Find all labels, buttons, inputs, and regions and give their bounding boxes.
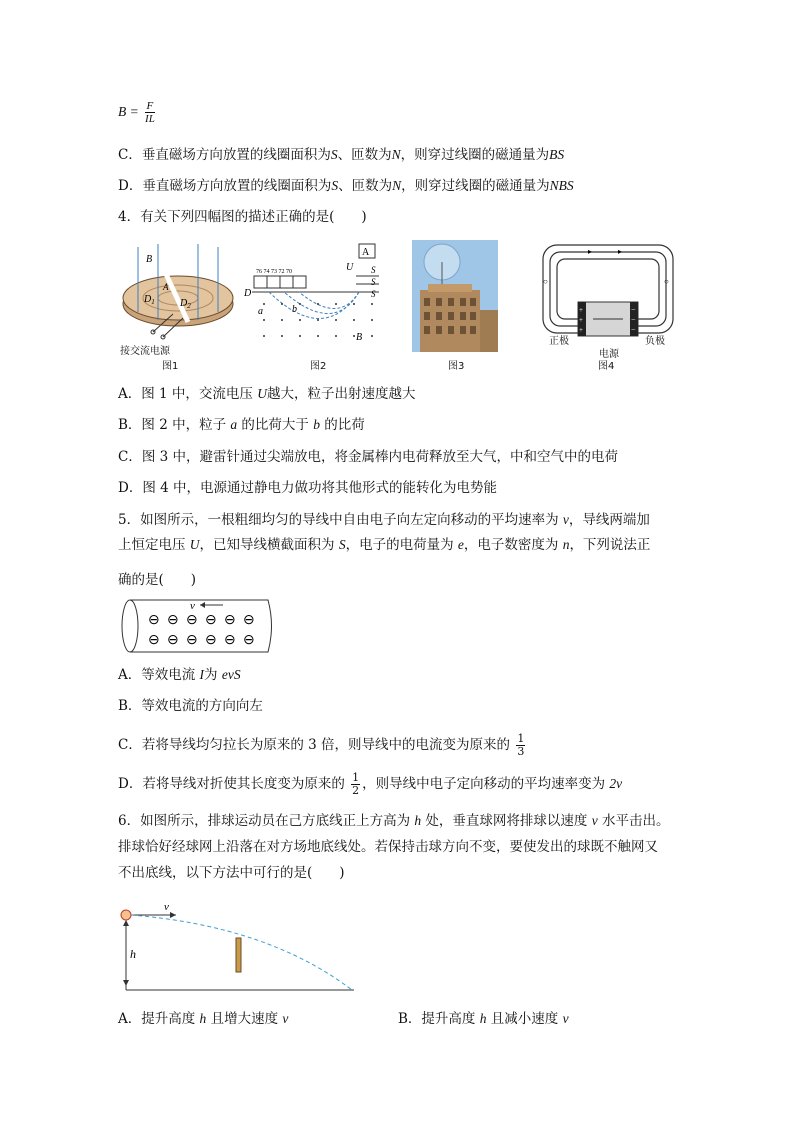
text: 上恒定电压 [118,537,190,553]
fig1-d2: $D_2$ [180,298,191,310]
formula-fraction [145,100,155,125]
fig1-d1: $D_1$ [144,294,155,306]
answer: NBS [549,178,574,193]
electron-icon: ⊖ [148,613,160,628]
svg-text:▸: ▸ [618,247,623,256]
q5-option-b: B．等效电流的方向向左 [118,698,263,714]
text: 且减小速度 [486,1011,563,1027]
electron-grid [148,613,255,648]
text: 越大，粒子出射速度越大 [266,386,416,402]
text: D．若将导线对折使其长度变为原来的 [118,776,345,792]
svg-text:−: − [631,325,636,334]
q6-stem-line1 [118,812,670,830]
text: 、匝数为 [338,178,393,194]
formula-b [118,100,157,125]
svg-text:+: + [579,306,583,314]
q6-option-a [118,1010,288,1028]
text: 6．如图所示，排球运动员在己方底线正上方高为 [118,813,415,829]
frac-den: 2 [352,784,360,797]
q4-stem: 4．有关下列四幅图的描述正确的是( ) [118,209,367,225]
formula-num: F [146,100,154,112]
fig4-src-label: 电源 [599,349,619,360]
electron-icon: ⊖ [167,633,179,648]
answer: 2v [609,776,623,791]
fig2-b-field: B [356,332,363,343]
text: ，下列说法正 [569,537,651,553]
q5-option-d [118,772,622,797]
text: ，则导线中电子定向移动的平均速率变为 [362,776,610,792]
q6-stem-line3: 不出底线，以下方法中可行的是( ) [118,865,345,881]
text: 水平击出。 [597,813,670,829]
electron-icon: ⊖ [224,633,236,648]
q4-option-a [118,385,415,403]
q4-option-b [118,416,365,434]
fig3-lightning-rod-photo [412,240,498,352]
fig2-label-a: a [258,306,263,317]
text: 的比荷大于 [237,417,314,433]
fig2-u: U [346,262,354,273]
svg-text:○: ○ [543,277,548,286]
text: 、匝数为 [337,147,392,163]
text: 的比荷 [319,417,365,433]
fig1-b: B [146,254,153,265]
text: C．垂直磁场方向放置的线圈面积为 [118,147,331,163]
var-h: h [199,1011,207,1026]
fraction-one-third [516,733,525,758]
text: B．提升高度 [398,1011,480,1027]
text: 且增大速度 [206,1011,283,1027]
electron-icon: ⊖ [205,613,217,628]
text: B．图 2 中，粒子 [118,417,231,433]
var-v: v [282,1011,289,1026]
text: ，则穿过线圈的磁通量为 [401,178,550,194]
fig2-s2: S [371,277,376,287]
var-i: I [199,667,205,682]
svg-text:+: + [579,326,583,334]
q6-fig-v: v [164,901,169,913]
fig2-d: D [244,288,252,299]
electron-icon: ⊖ [243,633,255,648]
q6-stem-line2: 排球恰好经球网上沿落在对方场地底线处。若保持击球方向不变，要使发出的球既不触网又 [118,839,658,855]
var-s: S [330,147,338,162]
frac-den: 3 [517,745,525,758]
var-h: h [414,813,422,828]
q6-volleyball-figure [118,898,358,996]
var-n: N [391,147,401,162]
fig1-power-label: 接交流电源 [120,346,170,357]
fig3-caption: 图3 [448,361,465,372]
fig2-s3: S [371,289,376,299]
text: C．若将导线均匀拉长为原来的 3 倍，则导线中的电流变为原来的 [118,737,511,753]
text: A．等效电流 [118,667,200,683]
var-u: U [257,386,267,401]
q5-stem-line3: 确的是( ) [118,572,197,588]
formula-den: IL [145,113,155,125]
var-b: b [313,417,320,432]
text: D．垂直磁场方向放置的线圈面积为 [118,178,332,194]
q4-option-c: C．图 3 中，避雷针通过尖端放电，将金属棒内电荷释放至大气，中和空气中的电荷 [118,449,618,465]
frac-num: 1 [517,732,525,745]
fig2-caption: 图2 [310,361,327,372]
electron-icon: ⊖ [224,613,236,628]
q6-option-b [398,1010,569,1028]
q3-option-c [118,146,564,164]
fig2-label-b: b [292,304,297,315]
fig4-battery-circuit [538,240,678,340]
svg-text:−: − [631,305,636,314]
var-n: n [562,537,570,552]
electron-icon: ⊖ [186,613,198,628]
fig4-neg-label: 负极 [645,336,665,347]
electron-icon: ⊖ [167,613,179,628]
var-h: h [479,1011,487,1026]
fig1-cyclotron [118,242,238,354]
fig2-ticks: 76 74 73 72 70 [256,269,292,275]
q5-option-c [118,733,527,758]
electron-icon: ⊖ [186,633,198,648]
electron-icon: ⊖ [205,633,217,648]
text: ，则穿过线圈的磁通量为 [400,147,550,163]
q5-wire-figure [118,596,278,656]
text: 5．如图所示，一根粗细均匀的导线中自由电子向左定向移动的平均速率为 [118,512,563,528]
var-s: S [338,537,346,552]
text: 为 [204,667,222,683]
q4-option-d: D．图 4 中，电源通过静电力做功将其他形式的能转化为电势能 [118,480,497,496]
fig4-pos-label: 正极 [549,336,569,347]
fig2-mass-spectrometer [244,240,394,352]
var-v: v [591,813,598,828]
fig1-caption: 图1 [162,361,179,372]
var-n: N [392,178,402,193]
formula-lhs: B = [118,104,139,119]
fraction-one-half [351,772,360,797]
q5-option-a [118,666,241,684]
fig2-s1: S [371,265,376,275]
frac-num: 1 [352,771,360,784]
q5-fig-v: v [190,600,195,612]
text: ，电子的电荷量为 [345,537,458,553]
answer: evS [221,667,241,682]
fig2-a: A [362,247,370,258]
text: A．图 1 中，交流电压 [118,386,258,402]
svg-text:▸: ▸ [588,247,593,256]
svg-text:○: ○ [664,277,669,286]
q3-option-d [118,177,574,195]
var-e: e [457,537,464,552]
svg-text:+: + [579,316,583,324]
q5-stem-line2 [118,536,650,554]
text: ，已知导线横截面积为 [199,537,339,553]
text: ，电子数密度为 [463,537,563,553]
answer: BS [549,147,565,162]
electron-icon: ⊖ [243,613,255,628]
var-v: v [562,512,569,527]
text: ，导线两端加 [568,512,650,528]
q5-stem-line1 [118,511,650,529]
text: 处，垂直球网将排球以速度 [421,813,592,829]
var-u: U [189,537,200,552]
q6-fig-h: h [130,947,136,961]
fig1-a: A [163,282,169,292]
electron-icon: ⊖ [148,633,160,648]
var-v: v [562,1011,569,1026]
var-s: S [331,178,339,193]
text: A．提升高度 [118,1011,200,1027]
fig4-caption: 图4 [598,361,615,372]
var-a: a [230,417,238,432]
svg-text:−: − [631,315,636,324]
